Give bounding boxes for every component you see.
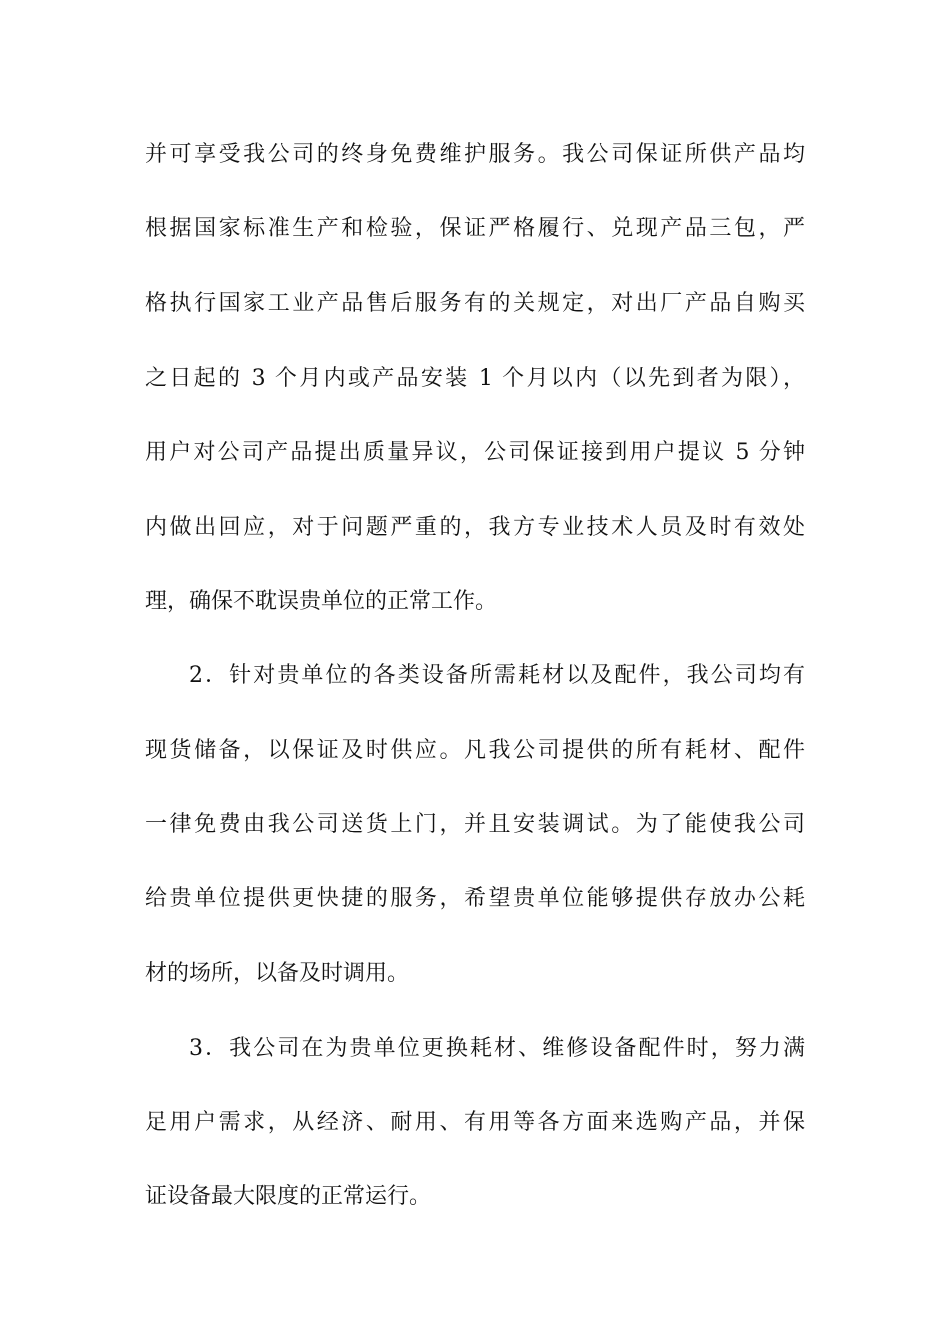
text-line: 内做出回应，对于问题严重的，我方专业技术人员及时有效处	[145, 515, 805, 540]
text-line: 材的场所，以备及时调用。	[145, 961, 410, 986]
text-line: 足用户需求，从经济、耐用、有用等各方面来选购产品，并保	[145, 1110, 805, 1135]
paragraph-2-first-line: 2．针对贵单位的各类设备所需耗材以及配件，我公司均有	[189, 663, 805, 688]
text-line: 之日起的 3 个月内或产品安装 1 个月以内（以先到者为限），	[145, 366, 805, 391]
text-line: 给贵单位提供更快捷的服务，希望贵单位能够提供存放办公耗	[145, 886, 805, 911]
text-line: 并可享受我公司的终身免费维护服务。我公司保证所供产品均	[145, 142, 805, 167]
text-line: 现货储备，以保证及时供应。凡我公司提供的所有耗材、配件	[145, 738, 805, 763]
text-line: 证设备最大限度的正常运行。	[145, 1184, 432, 1209]
text-line: 一律免费由我公司送货上门，并且安装调试。为了能使我公司	[145, 812, 805, 837]
text-line: 格执行国家工业产品售后服务有的关规定，对出厂产品自购买	[145, 291, 805, 316]
text-line: 理，确保不耽误贵单位的正常工作。	[145, 589, 498, 614]
paragraph-3-first-line: 3．我公司在为贵单位更换耗材、维修设备配件时，努力满	[189, 1036, 805, 1061]
text-line: 根据国家标准生产和检验，保证严格履行、兑现产品三包，严	[145, 216, 805, 241]
text-line: 用户对公司产品提出质量异议，公司保证接到用户提议 5 分钟	[145, 440, 805, 465]
